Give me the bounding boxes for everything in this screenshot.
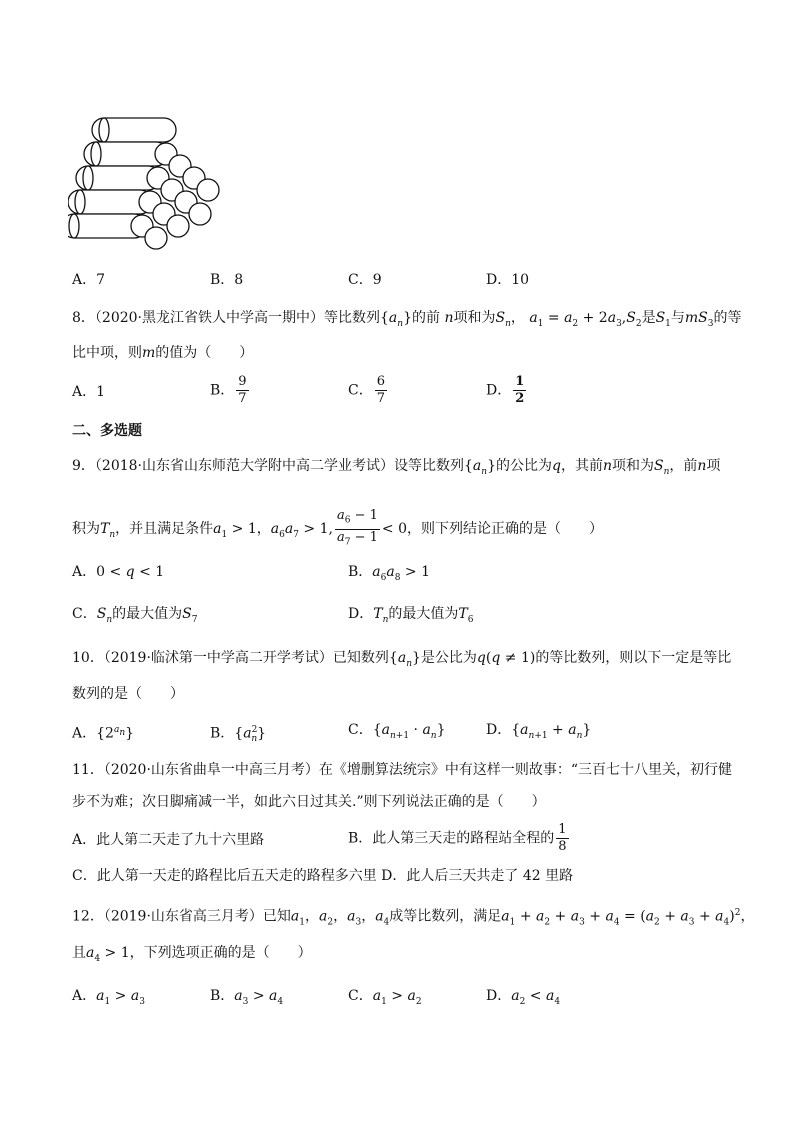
q8-option-b: B． $\frac{9}{7}$ [210, 374, 247, 406]
q12-option-a: A．$a_1 > a_3$ [72, 988, 145, 1007]
q10-stem-line2: 数列的是（ ） [72, 686, 184, 702]
q7-option-c: C．9 [348, 272, 382, 288]
q8-option-d: D． $\frac{1}{2}$ [486, 374, 525, 406]
q9-option-d: D．$T_n$的最大值为$T_6$ [348, 606, 474, 625]
q11-options-cd: C．此人第一天走的路程比后五天走的路程多六里 D．此人后三天共走了 42 里路 [72, 868, 574, 884]
q8-stem-line2: 比中项，则m的值为（ ） [72, 345, 254, 361]
q11-option-b: B．此人第三天走的路程站全程的 $\frac{1}{8}$ [348, 822, 567, 854]
section-heading: 二、多选题 [72, 423, 142, 439]
q9-stem-line2: 积为$T_n$，并且满足条件$a_1 > 1$，$a_6a_7 > 1$, $\frac{a_6 - 1}{a_7 - 1}$ < 0，则下列结论正确的是（ ） [72, 508, 603, 548]
q12-option-c: C．$a_1 > a_2$ [348, 988, 422, 1007]
q9-option-a: A．0 < q < 1 [72, 564, 165, 580]
q10-option-a: A．$\{2^{a_n}\}$ [72, 725, 135, 742]
q8-option-c: C． $\frac{6}{7}$ [348, 374, 385, 406]
q12-option-d: D．$a_2 < a_4$ [486, 988, 561, 1007]
q10-stem-line1: 10．（2019·临沭第一中学高二开学考试）已知数列$\{a_n\}$是公比为q(q ≠ 1)的等比数列，则以下一定是等比 [72, 650, 732, 669]
q11-stem-line2: 步不为难；次日脚痛减一半，如此六日过其关.”则下列说法正确的是（ ） [72, 794, 546, 810]
q7-option-a: A．7 [72, 272, 106, 288]
q10-option-c: C．$\{a_{n+1} \cdot a_n\}$ [348, 722, 446, 741]
q8-option-a: A．1 [72, 384, 106, 400]
q9-stem-line1: 9．（2018·山东省山东师范大学附中高二学业考试）设等比数列$\{a_n\}$的公比为q，其前n项和为$S_n$，前n项 [72, 458, 721, 477]
q12-option-b: B．$a_3 > a_4$ [210, 988, 284, 1007]
q12-stem-line1: 12．（2019·山东省高三月考）已知$a_1$，$a_2$，$a_3$，$a_4$成等比数列，满足$a_1 + a_2 + a_3 + a_4 = (a_2 + a_3 + a_4)^2$， [72, 908, 755, 928]
q10-option-b: B．$\{a^2_n\}$ [210, 725, 267, 745]
q7-option-d: D．10 [486, 272, 530, 288]
q7-option-b: B．8 [210, 272, 244, 288]
q10-option-d: D．$\{a_{n+1} + a_n\}$ [486, 722, 592, 741]
stacked-logs-figure [68, 110, 228, 260]
q11-option-a: A．此人第二天走了九十六里路 [72, 832, 265, 848]
q11-stem-line1: 11．（2020·山东省曲阜一中高三月考）在《增删算法统宗》中有这样一则故事：“三百七十八里关，初行健 [72, 762, 733, 778]
q12-stem-line2: 且$a_4 > 1$，下列选项正确的是（ ） [72, 945, 312, 964]
q9-option-c: C．$S_n$的最大值为$S_7$ [72, 606, 198, 625]
q8-stem-line1: 8．（2020·黑龙江省铁人中学高一期中）等比数列$\{a_n\}$的前 n项和为$S_n$， $a_1 = a_2 + 2a_3,S_2$是$S_1$与$mS_3$的等 [72, 310, 742, 329]
q9-option-b: B．$a_6a_8 > 1$ [348, 564, 431, 583]
